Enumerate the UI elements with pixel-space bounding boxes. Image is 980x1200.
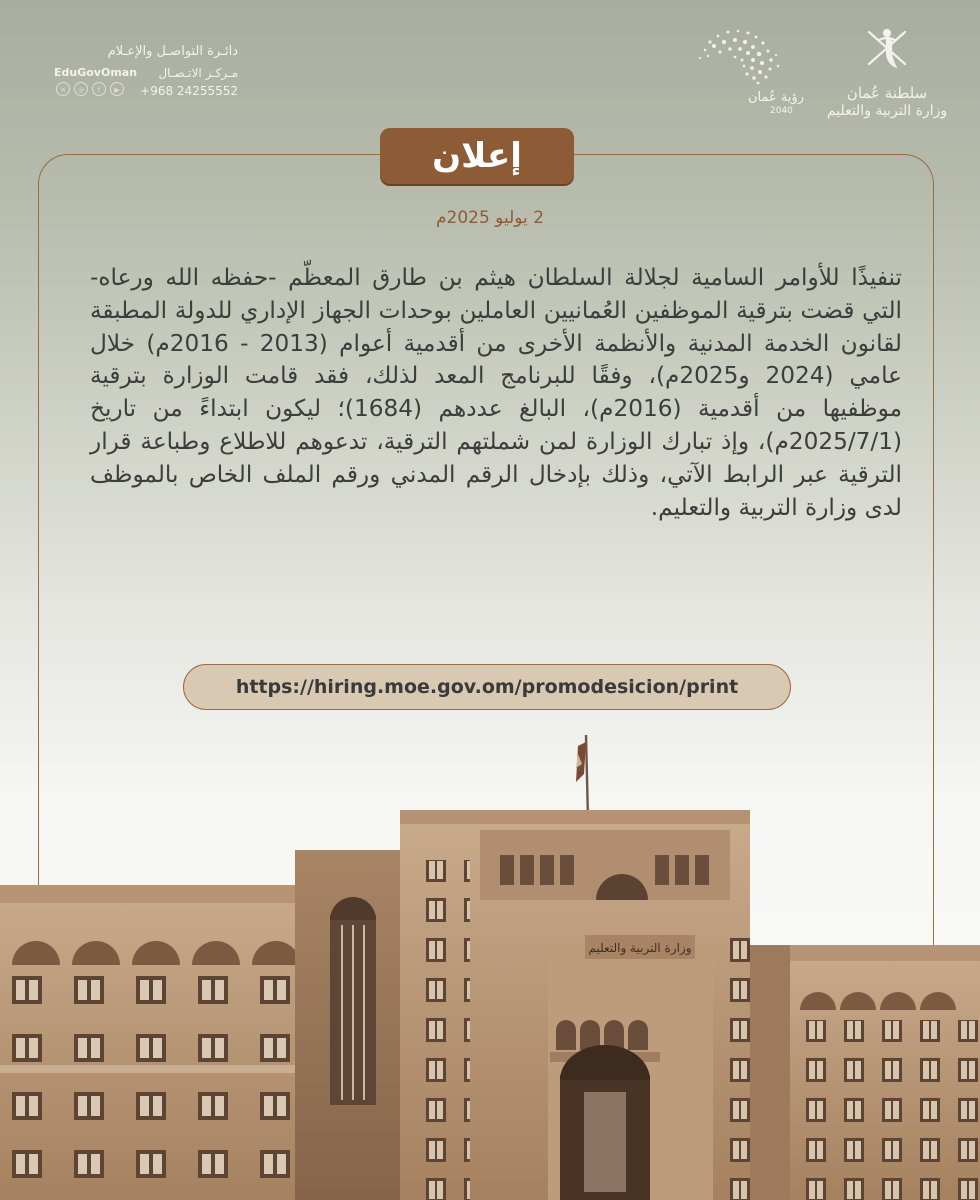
building-sign: وزارة التربية والتعليم: [588, 941, 692, 955]
x-icon[interactable]: ✕: [56, 82, 70, 96]
ministry-logo-line1: سلطنة عُمان: [846, 84, 928, 102]
vision-logo-text: رؤية عُمان: [748, 90, 805, 105]
ministry-logo: [822, 22, 952, 132]
ministry-logo-line2: وزارة التربية والتعليم: [826, 103, 948, 119]
announcement-date: 2 يوليو 2025م: [435, 208, 545, 228]
youtube-icon[interactable]: ▶: [110, 82, 124, 96]
announcement-title: إعلان: [380, 128, 574, 184]
phone-number[interactable]: +968 24255552: [140, 84, 238, 98]
oman-vision-2040-logo: [690, 22, 830, 122]
social-icons: [56, 82, 124, 96]
department-name: دائـرة التواصـل والإعـلام: [107, 44, 238, 59]
social-handle[interactable]: EduGovOman: [54, 66, 138, 79]
facebook-icon[interactable]: f: [92, 82, 106, 96]
instagram-icon[interactable]: ◎: [74, 82, 88, 96]
vision-logo-year: 2040: [770, 106, 793, 116]
announcement-body: تنفيذًا للأوامر السامية لجلالة السلطان هيثم بن طارق المعظّم -حفظه الله ورعاه- التي قضت بترقية الموظفين العُمانيين العاملين بوحدات الجهاز الإداري للدولة المطبقة لقانون الخدمة المدنية والأنظمة الأخرى من أقدمية أعوام (2013 - 2016م) خلال عامي (2024 و2025م)، وفقًا للبرنامج المعد لذلك، فقد قامت الوزارة بترقية موظفيها من أقدمية (2016م)، البالغ عددهم (1684)؛ ليكون ابتداءً من تاريخ (2025/7/1م)، وإذ تبارك الوزارة لمن شملتهم الترقية، تدعوهم للاطلاع وطباعة قرار الترقية عبر الرابط الآتي، وذلك بإدخال الرقم المدني ورقم الملف الخاص بالموظف لدى وزارة التربية والتعليم.: [90, 264, 902, 521]
call-center-label: مـركـز الاتـصـال: [158, 66, 238, 80]
promotion-link[interactable]: https://hiring.moe.gov.om/promodesicion/print: [183, 664, 791, 710]
ministry-building-photo: [0, 730, 980, 1200]
oman-khanjar-emblem-icon: [857, 22, 917, 78]
